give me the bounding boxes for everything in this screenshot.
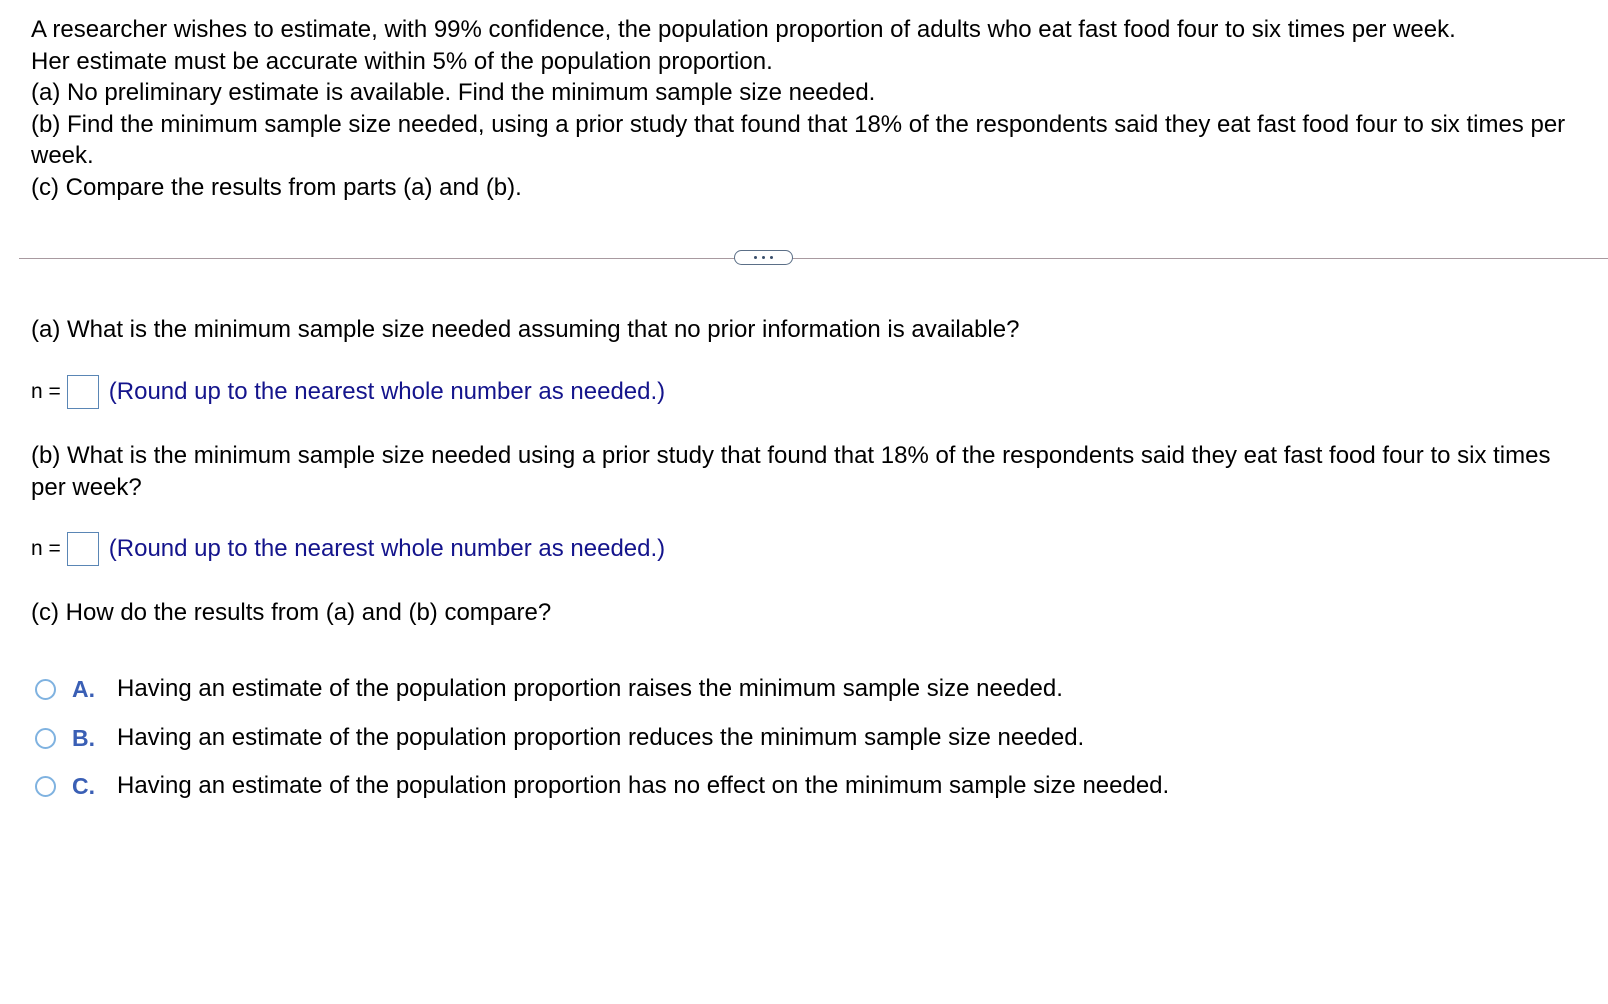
show-more-button[interactable] [734, 250, 793, 265]
ellipsis-icon [754, 256, 757, 259]
problem-statement [31, 14, 1576, 203]
radio-button[interactable] [35, 679, 56, 700]
problem-line: Her estimate must be accurate within 5% of the population proportion. [31, 47, 773, 75]
choice-a[interactable] [35, 673, 1063, 705]
part-b-answer-input[interactable] [67, 532, 99, 566]
problem-line: (a) No preliminary estimate is available. Find the minimum sample size needed. [31, 79, 876, 106]
part-a-question: (a) What is the minimum sample size needed assuming that no prior information is available? [31, 316, 1020, 343]
part-a-answer-input[interactable] [67, 375, 99, 409]
choice-b[interactable] [35, 722, 1084, 754]
section-divider [19, 258, 1608, 259]
choice-text: Having an estimate of the population proportion raises the minimum sample size needed. [117, 675, 1063, 702]
rounding-hint: (Round up to the nearest whole number as needed.) [108, 378, 666, 405]
n-label: n = [31, 380, 61, 403]
choice-c[interactable] [35, 770, 1169, 802]
part-b-question: (b) What is the minimum sample size needed using a prior study that found that 18% of the respondents said they eat fast food four to six times per week? [31, 442, 1551, 501]
choice-text: Having an estimate of the population proportion reduces the minimum sample size needed. [117, 724, 1085, 751]
choice-text: Having an estimate of the population proportion has no effect on the minimum sample size needed. [117, 772, 1170, 799]
part-a-answer-row [31, 373, 665, 411]
problem-line: (b) Find the minimum sample size needed, using a prior study that found that 18% of the respondents said they eat fast food four to six times per week. [31, 110, 1566, 169]
radio-button[interactable] [35, 776, 56, 797]
ellipsis-icon [770, 256, 773, 259]
ellipsis-icon [762, 256, 765, 259]
part-b-answer-row [31, 530, 665, 568]
n-label: n = [31, 537, 61, 560]
radio-button[interactable] [35, 728, 56, 749]
rounding-hint: (Round up to the nearest whole number as needed.) [108, 535, 666, 562]
choice-letter: B. [72, 724, 95, 751]
part-c-question: (c) How do the results from (a) and (b) compare? [31, 599, 552, 626]
choice-letter: A. [72, 675, 95, 702]
problem-line: A researcher wishes to estimate, with 99% confidence, the population proportion of adults who eat fast food four to six times per week. [31, 16, 1456, 43]
problem-line: (c) Compare the results from parts (a) and (b). [31, 173, 522, 201]
choice-letter: C. [72, 772, 95, 799]
